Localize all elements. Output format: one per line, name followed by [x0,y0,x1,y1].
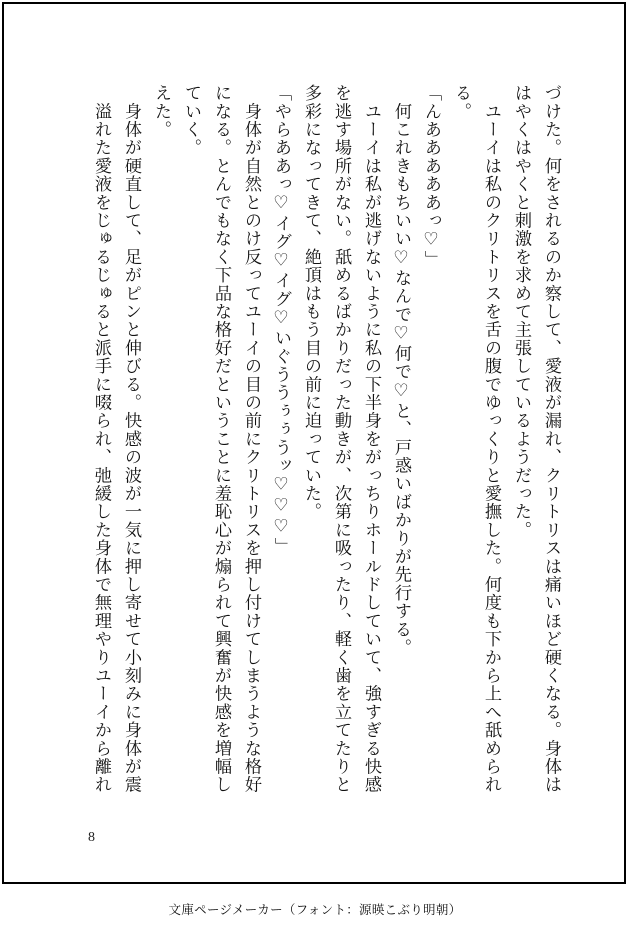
page-frame [2,2,626,884]
text-line: ユーイは私のクリトリスを舌の腹でゆっくりと愛撫した。何度も下から上へ舐められ [481,84,501,794]
text-line: ユーイは私が逃げないように私の下半身をがっちりホールドしていて、強すぎる快感 [361,84,381,794]
text-line: づけた。何をされるのか察して、愛液が漏れ、クリトリスは痛いほど硬くなる。身体は [541,84,561,794]
text-line: はやくはやくと刺激を求めて主張しているようだった。 [511,84,531,539]
text-line: 溢れた愛液をじゅるじゅると派手に啜られ、弛緩した身体で無理やりユーイから離れ [91,84,111,794]
text-line: になる。とんでもなく下品な格好だということに羞恥心が煽られて興奮が快感を増幅し [211,84,231,794]
text-line: 「んあああああっ♡」 [421,84,441,269]
page-number: 8 [88,830,95,845]
text-line: 身体が自然とのけ反ってユーイの目の前にクリトリスを押し付けてしまうような格好 [241,84,261,794]
text-line: 何これきもちいい♡なんで♡何で♡と、戸惑いばかりが先行する。 [391,84,411,657]
text-line: ていく。 [181,84,201,157]
vertical-body-text [82,84,562,804]
text-line: 多彩になってきて、絶頂はもう目の前に迫っていた。 [301,84,321,521]
text-line: を逃す場所がない。舐めるばかりだった動きが、次第に吸ったり、軽く歯を立てたりと [331,84,351,794]
text-line: 「やらああっ♡イグ♡イグ♡いぐううぅぅうッ♡♡♡」 [271,84,291,556]
text-line: えた。 [151,84,171,139]
text-line: 身体が硬直して、足がピンと伸びる。快感の波が一気に押し寄せて小刻みに身体が震 [121,84,141,794]
text-line: る。 [451,84,471,121]
footer-caption: 文庫ページメーカー（フォント：源暎こぶり明朝） [168,902,462,917]
